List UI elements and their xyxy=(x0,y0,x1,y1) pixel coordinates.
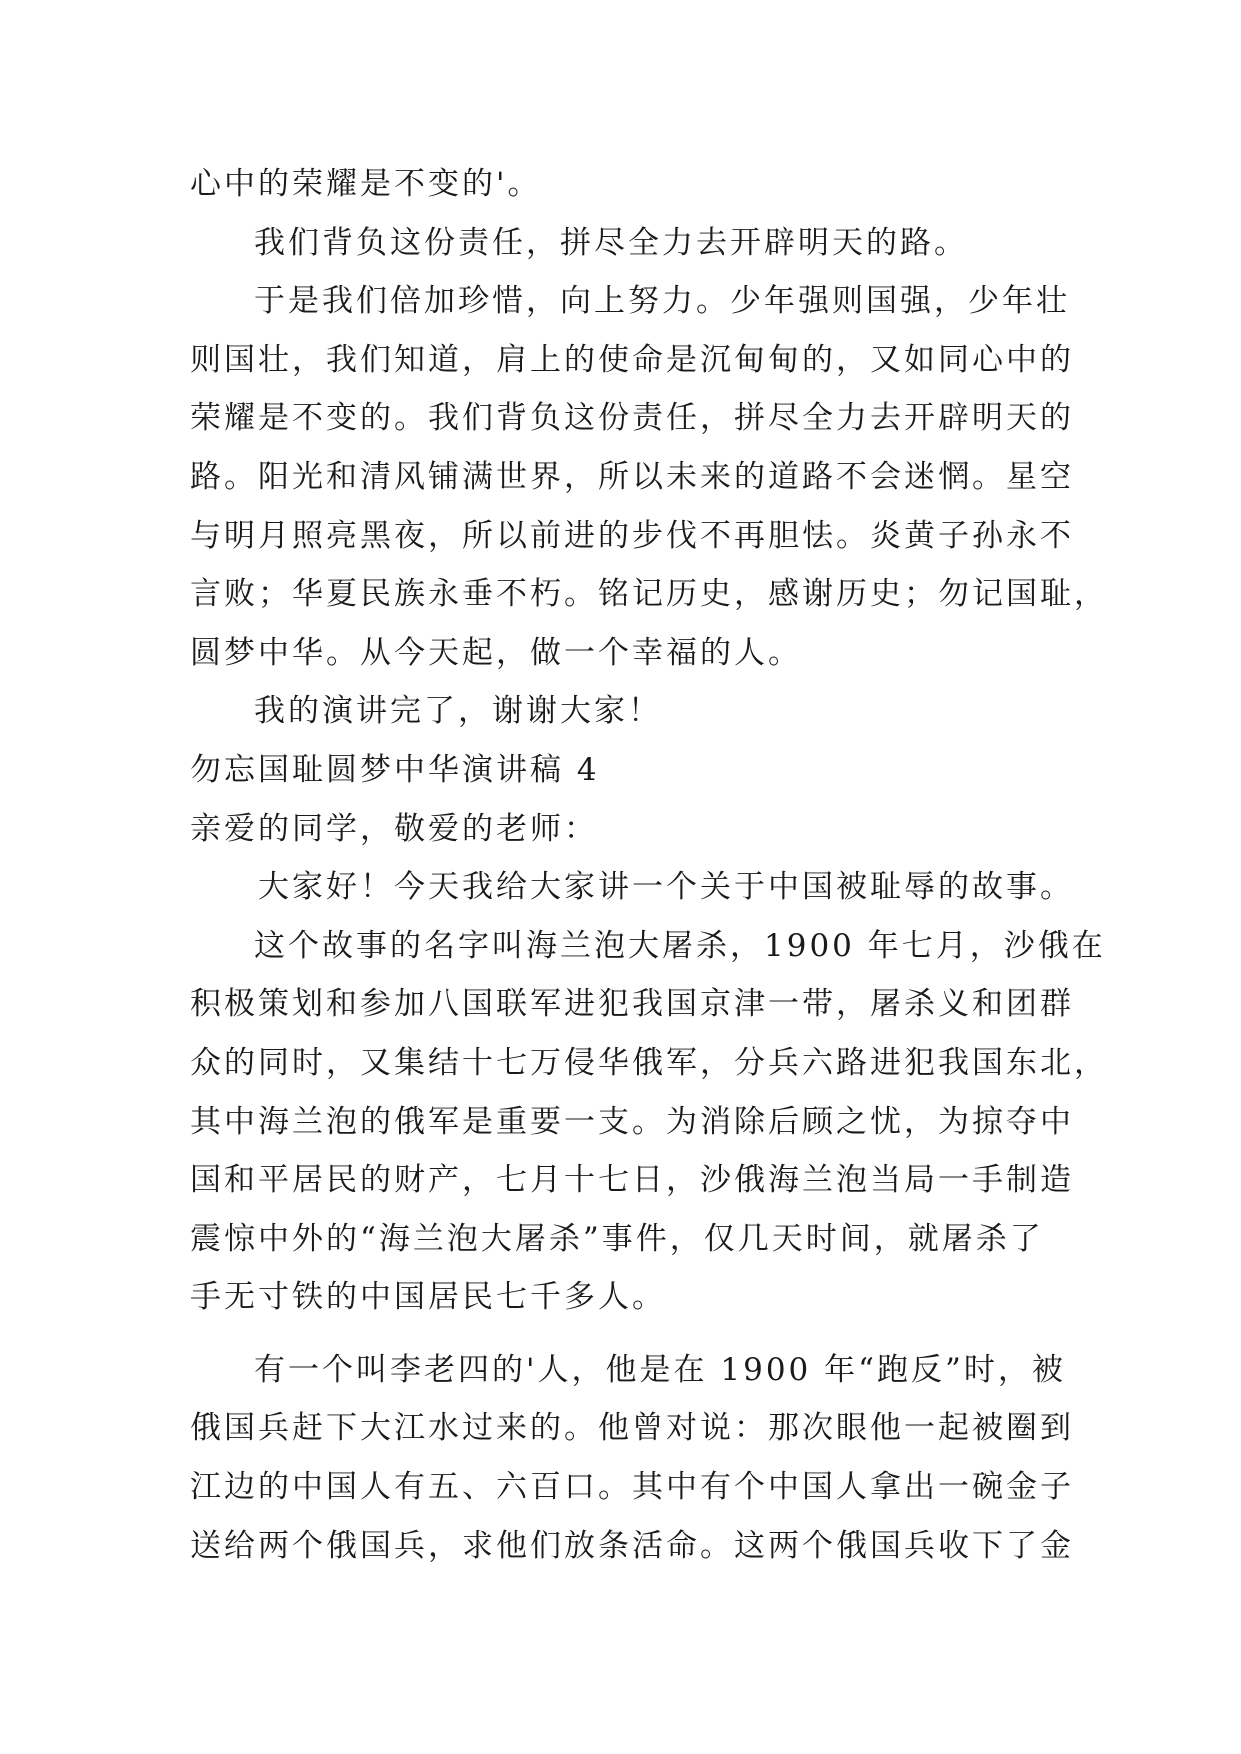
text-line: 送给两个俄国兵，求他们放条活命。这两个俄国兵收下了金 xyxy=(190,1527,1074,1564)
text-line: 其中海兰泡的俄军是重要一支。为消除后顾之忧，为掠夺中 xyxy=(190,1103,1074,1140)
text-line: 言败；华夏民族永垂不朽。铭记历史，感谢历史；勿记国耻， xyxy=(190,576,1108,613)
text-line: 路。阳光和清风铺满世界，所以未来的道路不会迷惘。星空 xyxy=(190,458,1074,495)
text-line: 手无寸铁的中国居民七千多人。 xyxy=(190,1279,666,1316)
paragraph-line: 这个故事的名字叫海兰泡大屠杀，1900 年七月，沙俄在 xyxy=(254,927,1106,964)
text-line: 震惊中外的“海兰泡大屠杀”事件，仅几天时间，就屠杀了 xyxy=(190,1220,1044,1257)
paragraph-line: 于是我们倍加珍惜，向上努力。少年强则国强，少年壮 xyxy=(254,283,1070,320)
paragraph-line: 有一个叫李老四的'人，他是在 1900 年“跑反”时，被 xyxy=(254,1351,1066,1388)
text-line: 则国壮，我们知道，肩上的使命是沉甸甸的，又如同心中的 xyxy=(190,341,1074,378)
text-line: 圆梦中华。从今天起，做一个幸福的人。 xyxy=(190,634,802,671)
section-heading: 勿忘国耻圆梦中华演讲稿 4 xyxy=(190,751,600,788)
text-line: 与明月照亮黑夜，所以前进的步伐不再胆怯。炎黄子孙永不 xyxy=(190,517,1074,554)
text-line: 江边的中国人有五、六百口。其中有个中国人拿出一碗金子 xyxy=(190,1469,1074,1506)
paragraph-line: 我的演讲完了，谢谢大家！ xyxy=(254,693,662,730)
paragraph-line: 大家好！今天我给大家讲一个关于中国被耻辱的故事。 xyxy=(258,869,1074,906)
text-line: 心中的荣耀是不变的'。 xyxy=(190,166,542,202)
paragraph-gap xyxy=(190,1327,1060,1341)
salutation: 亲爱的同学，敬爱的老师： xyxy=(190,810,598,847)
paragraph-line: 我们背负这份责任，拼尽全力去开辟明天的路。 xyxy=(254,224,968,261)
text-line: 俄国兵赶下大江水过来的。他曾对说：那次眼他一起被圈到 xyxy=(190,1410,1074,1447)
document-body xyxy=(190,155,1108,1575)
text-line: 众的同时，又集结十七万侵华俄军，分兵六路进犯我国东北， xyxy=(190,1044,1108,1081)
text-line: 积极策划和参加八国联军进犯我国京津一带，屠杀义和团群 xyxy=(190,986,1074,1023)
text-line: 荣耀是不变的。我们背负这份责任，拼尽全力去开辟明天的 xyxy=(190,400,1074,437)
text-line: 国和平居民的财产，七月十七日，沙俄海兰泡当局一手制造 xyxy=(190,1162,1074,1199)
